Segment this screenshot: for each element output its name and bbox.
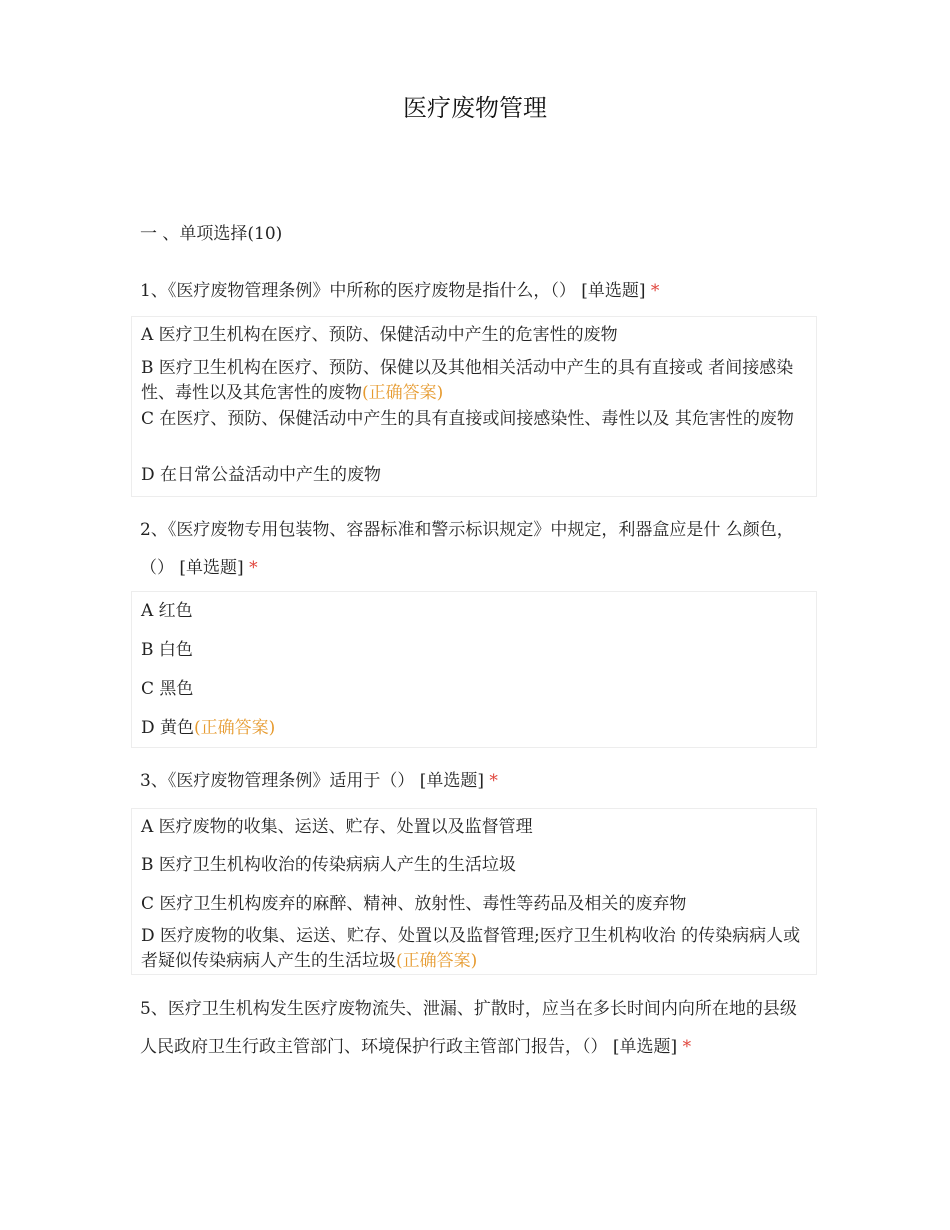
correct-answer-tag: (正确答案) — [362, 383, 444, 403]
option-c[interactable] — [141, 677, 811, 702]
question-1-stem — [140, 272, 810, 310]
page-title: 医疗废物管理 — [403, 94, 547, 122]
question-1-options — [131, 316, 817, 497]
option-text: B 医疗卫生机构收治的传染病病人产生的生活垃圾 — [141, 855, 516, 875]
option-text: A 医疗卫生机构在医疗、预防、保健活动中产生的危害性的废物 — [141, 325, 618, 345]
option-a[interactable] — [141, 323, 811, 348]
required-mark: * — [249, 558, 258, 578]
option-c[interactable] — [141, 407, 811, 432]
option-a[interactable] — [141, 599, 811, 624]
option-c[interactable] — [141, 892, 811, 917]
required-mark: * — [489, 771, 498, 791]
option-b[interactable] — [141, 356, 811, 406]
question-2-options — [131, 591, 817, 748]
option-text: A 医疗废物的收集、运送、贮存、处置以及监督管理 — [141, 817, 533, 837]
question-5-stem — [140, 990, 810, 1066]
question-text: 2、《医疗废物专用包装物、容器标准和警示标识规定》中规定，利器盒应是什 么颜色，（） [单选题] — [140, 520, 794, 578]
question-text: 3、《医疗废物管理条例》适用于（） [单选题] — [140, 771, 484, 791]
option-d[interactable] — [141, 463, 811, 488]
option-text: D 黄色 — [141, 718, 195, 738]
option-d[interactable] — [141, 924, 811, 974]
required-mark: * — [650, 281, 660, 301]
question-text: 5、医疗卫生机构发生医疗废物流失、泄漏、扩散时，应当在多长时间内向所在地的县级人民政府卫生行政主管部门、环境保护行政主管部门报告，（） [单选题] — [140, 999, 797, 1057]
option-b[interactable] — [141, 853, 811, 878]
required-mark: * — [682, 1037, 692, 1057]
question-2-stem — [140, 511, 810, 587]
section-heading: 一 、单项选择(10) — [140, 224, 283, 244]
option-text: D 医疗废物的收集、运送、贮存、处置以及监督管理;医疗卫生机构收治 的传染病病人或者疑似传染病病人产生的生活垃圾 — [141, 926, 801, 971]
option-text: C 医疗卫生机构废弃的麻醉、精神、放射性、毒性等药品及相关的废弃物 — [141, 894, 687, 914]
question-3-options — [131, 808, 817, 975]
option-text: A 红色 — [141, 601, 193, 621]
option-text: B 医疗卫生机构在医疗、预防、保健以及其他相关活动中产生的具有直接或 者间接感染性、毒性以及其危害性的废物 — [141, 358, 794, 403]
option-d[interactable] — [141, 716, 811, 741]
option-b[interactable] — [141, 638, 811, 663]
correct-answer-tag: (正确答案) — [396, 951, 478, 971]
option-a[interactable] — [141, 815, 811, 840]
option-text: B 白色 — [141, 640, 193, 660]
option-text: C 黑色 — [141, 679, 194, 699]
option-text: C 在医疗、预防、保健活动中产生的具有直接或间接感染性、毒性以及 其危害性的废物 — [141, 409, 794, 429]
question-3-stem — [140, 762, 810, 800]
correct-answer-tag: (正确答案) — [194, 718, 276, 738]
question-text: 1、《医疗废物管理条例》中所称的医疗废物是指什么，（） [单选题] — [140, 281, 646, 301]
option-text: D 在日常公益活动中产生的废物 — [141, 465, 382, 485]
